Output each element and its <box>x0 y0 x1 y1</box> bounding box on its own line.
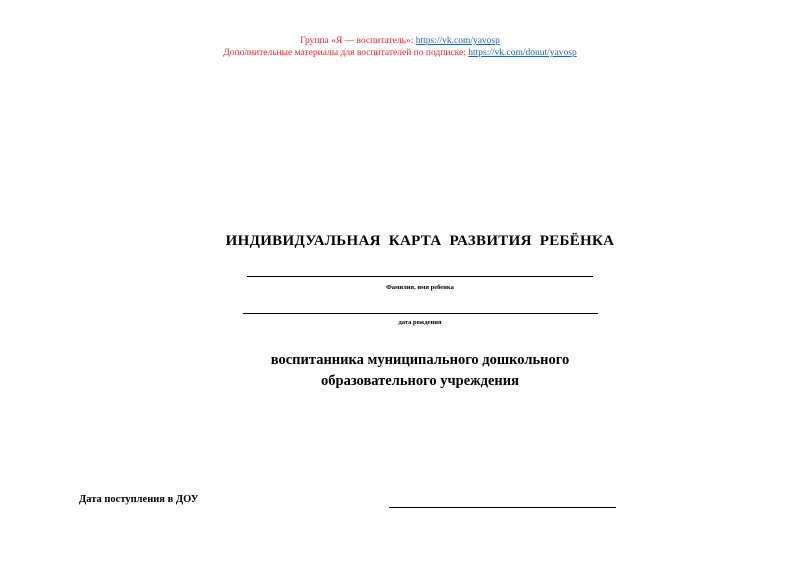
child-name-line <box>247 276 593 277</box>
birth-date-caption: дата рождения <box>398 319 442 326</box>
document-title: ИНДИВИДУАЛЬНАЯ КАРТА РАЗВИТИЯ РЕБЁНКА <box>225 233 615 249</box>
admission-date-label: Дата поступления в ДОУ <box>79 494 199 505</box>
subtitle-line-2: образовательного учреждения <box>321 373 519 389</box>
document-subtitle <box>0 350 800 392</box>
group-link[interactable]: https://vk.com/yavosp <box>415 36 500 46</box>
header-block <box>0 35 800 59</box>
child-name-caption: Фамилия, имя ребенка <box>386 284 454 291</box>
birth-date-line <box>243 313 598 314</box>
subscription-link[interactable]: https://vk.com/donut/yavosp <box>468 48 577 58</box>
header-line-group <box>0 35 800 47</box>
group-label: Группа «Я — воспитатель»: <box>300 36 416 46</box>
admission-date-line <box>389 507 616 508</box>
subscription-label: Дополнительные материалы для воспитателей по подписке: <box>223 48 469 58</box>
subtitle-line-1: воспитанника муниципального дошкольного <box>270 352 570 368</box>
header-line-subscription <box>0 47 800 59</box>
